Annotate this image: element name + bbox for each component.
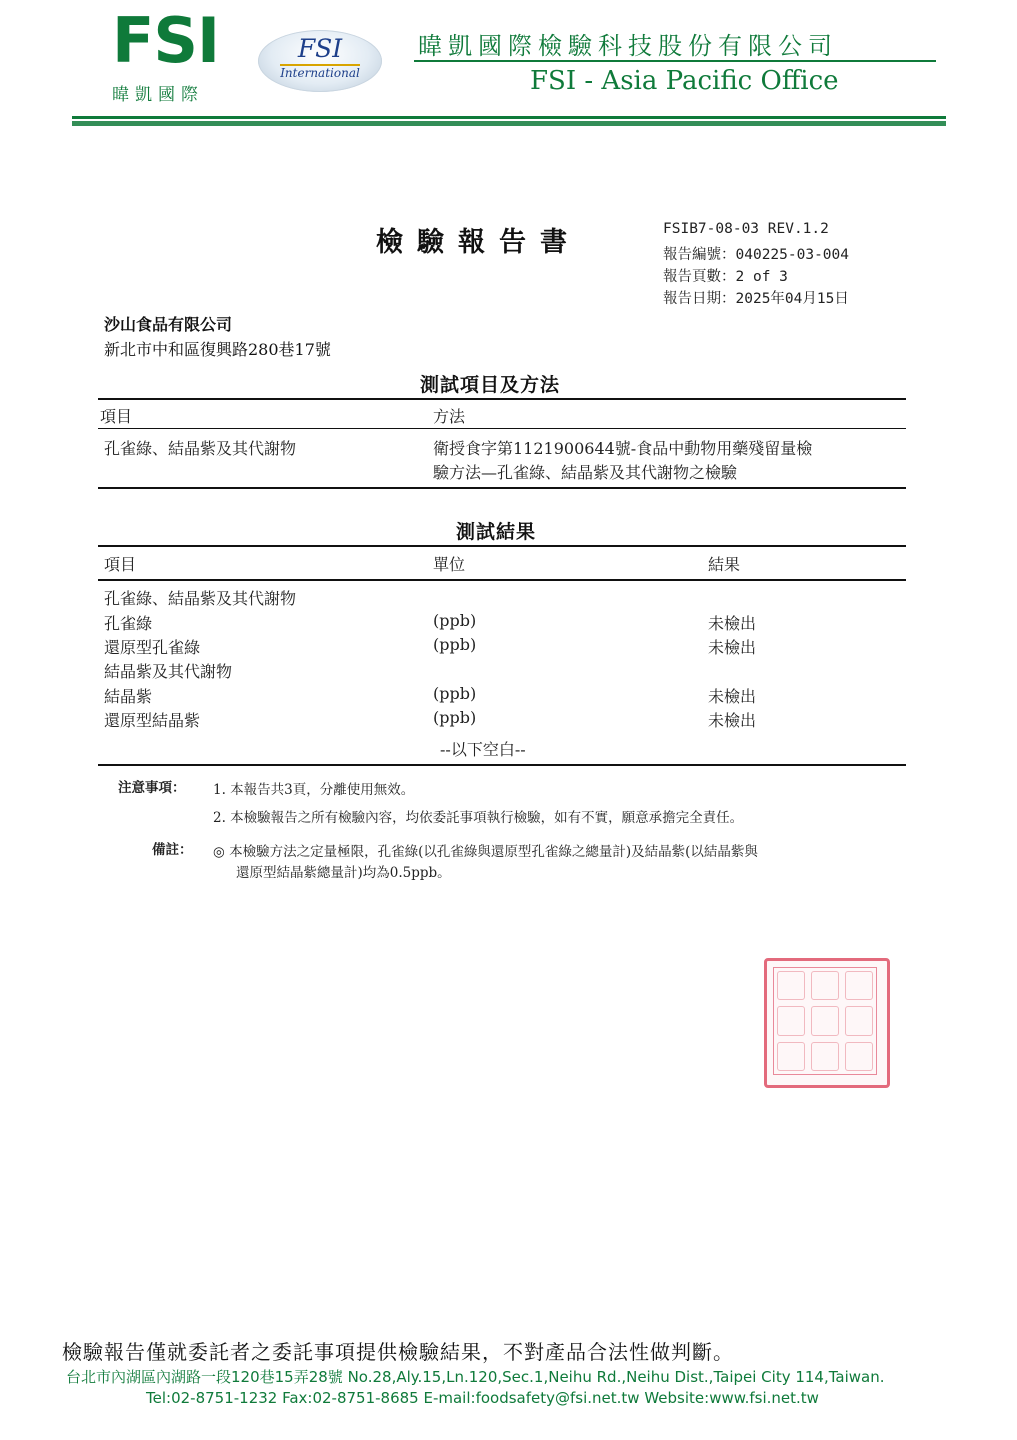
seal-glyph <box>777 971 805 1000</box>
result-row-item: 結晶紫 <box>104 687 153 706</box>
report-date: 報告日期：2025年04月15日 <box>663 291 849 307</box>
seal-glyph <box>811 1042 839 1071</box>
methods-method-line1: 衛授食字第1121900644號-食品中動物用藥殘留量檢 <box>433 439 813 458</box>
methods-top-rule <box>98 398 906 400</box>
result-row-item: 孔雀綠、結晶紫及其代謝物 <box>104 589 297 608</box>
result-row-unit: (ppb) <box>433 611 477 630</box>
company-name-underline <box>414 60 936 62</box>
company-name-chinese: 暐凱國際檢驗科技股份有限公司 <box>418 32 838 60</box>
result-row-item: 還原型結晶紫 <box>104 711 201 730</box>
report-pages: 報告頁數：2 of 3 <box>663 269 788 285</box>
seal-glyph <box>845 1042 873 1071</box>
report-title: 檢驗報告書 <box>376 227 581 258</box>
footer-contact: Tel:02-8751-1232 Fax:02-8751-8685 E-mail:foodsafety@fsi.net.tw Website:www.fsi.net.tw <box>146 1389 819 1407</box>
result-row-result: 未檢出 <box>708 711 757 730</box>
seal-glyph <box>777 1042 805 1071</box>
footer-address: 台北市內湖區內湖路一段120巷15弄28號 No.28,Aly.15,Ln.120,Sec.1,Neihu Rd.,Neihu Dist.,Taipei City 114,Taiwan. <box>66 1368 885 1386</box>
results-col-item: 項目 <box>104 555 137 574</box>
oval-logo-subtext: International <box>280 66 360 80</box>
logo-chinese-name: 暐凱國際 <box>112 85 204 105</box>
fsi-logo: FSI <box>112 4 220 77</box>
result-row-unit: (ppb) <box>433 708 477 727</box>
company-seal-stamp <box>764 958 890 1088</box>
methods-header-rule <box>98 428 906 429</box>
form-code: FSIB7-08-03 REV.1.2 <box>663 221 829 237</box>
results-end-marker: --以下空白-- <box>440 740 526 759</box>
seal-glyph <box>845 1006 873 1035</box>
client-name: 沙山食品有限公司 <box>104 315 233 334</box>
result-row-item: 孔雀綠 <box>104 614 153 633</box>
methods-col-method: 方法 <box>433 407 466 426</box>
result-row-result: 未檢出 <box>708 687 757 706</box>
footer-disclaimer: 檢驗報告僅就委託者之委託事項提供檢驗結果，不對產品合法性做判斷。 <box>62 1340 734 1364</box>
header-divider-thick <box>72 121 946 126</box>
result-row-unit: (ppb) <box>433 684 477 703</box>
results-section-title: 測試結果 <box>456 521 537 543</box>
methods-method-line2: 驗方法—孔雀綠、結晶紫及其代謝物之檢驗 <box>433 463 738 482</box>
header-divider <box>72 116 946 119</box>
fsi-international-logo <box>258 30 382 92</box>
result-row-result: 未檢出 <box>708 638 757 657</box>
results-bottom-rule <box>98 764 906 766</box>
methods-item: 孔雀綠、結晶紫及其代謝物 <box>104 439 297 458</box>
methods-section-title: 測試項目及方法 <box>420 374 561 396</box>
seal-inner-frame <box>773 967 877 1075</box>
results-top-rule <box>98 545 906 547</box>
remark-line-1: ◎ 本檢驗方法之定量極限，孔雀綠(以孔雀綠與還原型孔雀綠之總量計)及結晶紫(以結晶紫與 <box>213 844 758 860</box>
result-row-item: 結晶紫及其代謝物 <box>104 662 233 681</box>
results-col-unit: 單位 <box>433 555 466 574</box>
seal-glyph <box>811 971 839 1000</box>
seal-glyph <box>811 1006 839 1035</box>
oval-logo-text: FSI <box>297 34 343 63</box>
seal-glyph <box>777 1006 805 1035</box>
client-address: 新北市中和區復興路280巷17號 <box>104 340 331 359</box>
company-name-english: FSI - Asia Pacific Office <box>530 66 839 96</box>
notes-label: 注意事項： <box>118 780 186 796</box>
report-number: 報告編號：040225-03-004 <box>663 247 849 263</box>
result-row-result: 未檢出 <box>708 614 757 633</box>
result-row-item: 還原型孔雀綠 <box>104 638 201 657</box>
result-row-unit: (ppb) <box>433 635 477 654</box>
note-item-1: 1. 本報告共3頁，分離使用無效。 <box>213 782 415 798</box>
methods-col-item: 項目 <box>100 407 133 426</box>
note-item-2: 2. 本檢驗報告之所有檢驗內容，均依委託事項執行檢驗，如有不實，願意承擔完全責任。 <box>213 810 744 826</box>
results-header-rule <box>98 579 906 581</box>
remark-line-2: 還原型結晶紫總量計)均為0.5ppb。 <box>236 865 451 881</box>
remark-label: 備註： <box>152 842 193 858</box>
methods-bottom-rule <box>98 487 906 489</box>
seal-glyph <box>845 971 873 1000</box>
results-col-result: 結果 <box>708 555 741 574</box>
